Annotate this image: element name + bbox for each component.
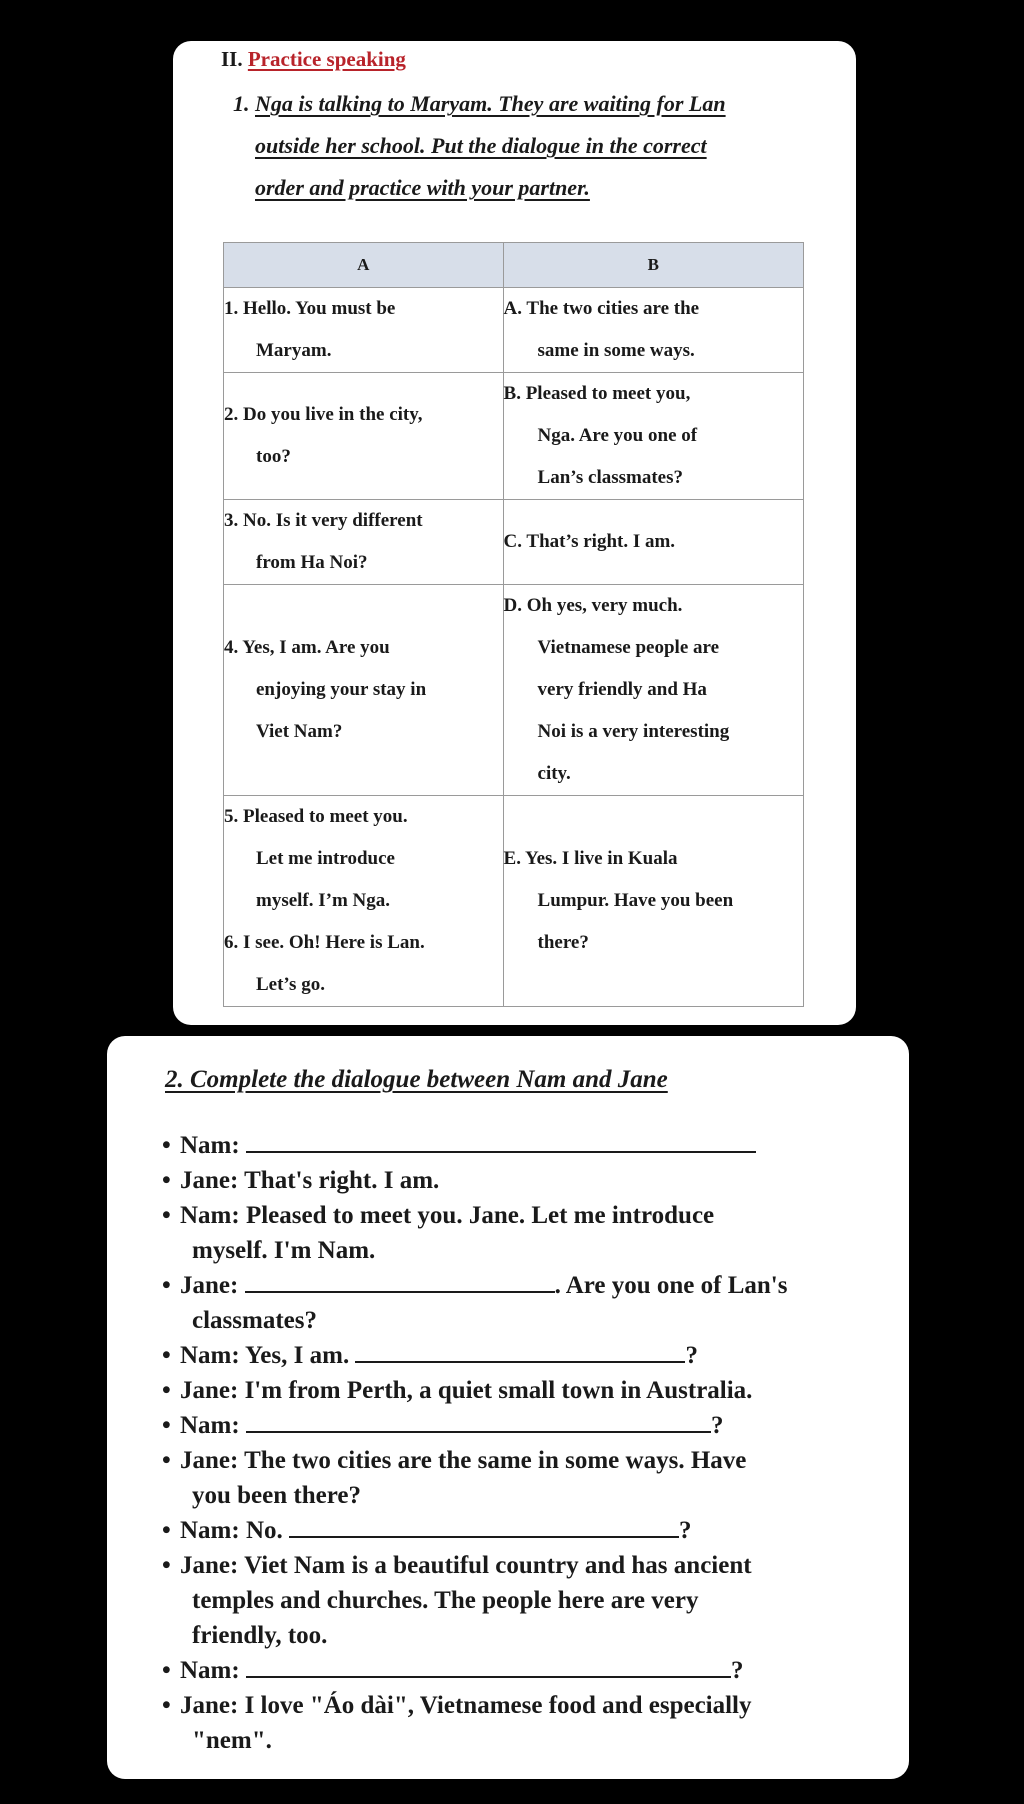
bullet: • xyxy=(162,1272,171,1299)
cell-text: B. Pleased to meet you, xyxy=(503,383,691,404)
dialogue-line xyxy=(162,1198,882,1233)
answer-blank[interactable] xyxy=(246,1409,711,1433)
instruction-number: 1. xyxy=(233,91,250,116)
cell-text: city. xyxy=(537,763,571,784)
line-continuation: you been there? xyxy=(192,1482,361,1509)
line-continuation: "nem". xyxy=(192,1727,272,1754)
bullet: • xyxy=(162,1412,171,1439)
dialogue-line xyxy=(162,1513,882,1548)
answer-blank[interactable] xyxy=(355,1339,685,1363)
line-continuation: classmates? xyxy=(192,1307,317,1334)
bullet: • xyxy=(162,1202,171,1229)
exercise-2-card xyxy=(107,1036,909,1779)
table-cell-a4 xyxy=(224,585,504,796)
cell-text: Let me introduce xyxy=(256,848,395,869)
cell-text: myself. I’m Nga. xyxy=(256,890,391,911)
table-cell-b4 xyxy=(503,585,803,796)
cell-text: 3. No. Is it very different xyxy=(224,510,423,531)
cell-text: E. Yes. I live in Kuala xyxy=(503,848,678,869)
answer-blank[interactable] xyxy=(245,1269,555,1293)
dialogue-line xyxy=(162,1688,882,1723)
cell-text: D. Oh yes, very much. xyxy=(503,595,683,616)
cell-text: Vietnamese people are xyxy=(537,637,720,658)
bullet: • xyxy=(162,1342,171,1369)
cell-text: Lan’s classmates? xyxy=(537,467,684,488)
exercise-2-title: 2. Complete the dialogue between Nam and Jane xyxy=(165,1066,668,1093)
cell-text: C. That’s right. I am. xyxy=(503,531,676,552)
cell-text: 5. Pleased to meet you. xyxy=(224,806,408,827)
cell-text: 2. Do you live in the city, xyxy=(224,404,423,425)
line-text: Jane: The two cities are the same in some ways. Have xyxy=(180,1447,747,1474)
cell-text: enjoying your stay in xyxy=(256,679,427,700)
line-text: Nam: Yes, I am. xyxy=(180,1342,350,1369)
cell-text: there? xyxy=(537,932,589,953)
bullet: • xyxy=(162,1657,171,1684)
line-text: Jane: I'm from Perth, a quiet small town in Australia. xyxy=(180,1377,753,1404)
section-title: Practice speaking xyxy=(247,47,406,71)
line-text: Nam: No. xyxy=(180,1517,283,1544)
cell-text: Nga. Are you one of xyxy=(537,425,698,446)
bullet: • xyxy=(162,1552,171,1579)
instruction xyxy=(233,83,773,209)
line-text: ? xyxy=(730,1657,744,1684)
section-heading xyxy=(221,47,406,72)
instruction-line-1: Nga is talking to Maryam. They are waiting for Lan xyxy=(255,91,726,116)
dialogue-line xyxy=(162,1128,882,1163)
cell-text: Maryam. xyxy=(256,340,332,361)
dialogue xyxy=(162,1128,882,1758)
instruction-line-2: outside her school. Put the dialogue in the correct xyxy=(255,133,707,158)
cell-text: Viet Nam? xyxy=(256,721,343,742)
dialogue-line xyxy=(162,1373,882,1408)
matching-table xyxy=(223,242,804,1007)
table-cell-a5-a6 xyxy=(224,796,504,1007)
line-text: Nam: xyxy=(180,1412,240,1439)
line-continuation: temples and churches. The people here are very xyxy=(192,1587,699,1614)
line-text: Jane: I love "Áo dài", Vietnamese food and especially xyxy=(180,1692,752,1719)
cell-text: same in some ways. xyxy=(537,340,695,361)
answer-blank[interactable] xyxy=(246,1129,756,1153)
cell-text: Lumpur. Have you been xyxy=(537,890,734,911)
cell-text: too? xyxy=(256,446,291,467)
cell-text: Noi is a very interesting xyxy=(537,721,730,742)
line-text: Nam: xyxy=(180,1132,240,1159)
instruction-line-3: order and practice with your partner. xyxy=(255,175,590,200)
table-cell-b3 xyxy=(503,500,803,585)
cell-text: from Ha Noi? xyxy=(256,552,368,573)
column-header-b: B xyxy=(503,243,803,288)
cell-text: very friendly and Ha xyxy=(537,679,707,700)
table-cell-a1 xyxy=(224,288,504,373)
table-cell-b1 xyxy=(503,288,803,373)
table-cell-b2 xyxy=(503,373,803,500)
line-continuation: friendly, too. xyxy=(192,1622,328,1649)
cell-text: 4. Yes, I am. Are you xyxy=(224,637,390,658)
table-cell-a2 xyxy=(224,373,504,500)
dialogue-line xyxy=(162,1548,882,1583)
answer-blank[interactable] xyxy=(289,1514,679,1538)
dialogue-line xyxy=(162,1268,882,1303)
line-text: . Are you one of Lan's xyxy=(554,1272,788,1299)
bullet: • xyxy=(162,1377,171,1404)
cell-text: A. The two cities are the xyxy=(503,298,700,319)
line-text: Jane: That's right. I am. xyxy=(180,1167,440,1194)
bullet: • xyxy=(162,1132,171,1159)
dialogue-line xyxy=(162,1163,882,1198)
cell-text: 6. I see. Oh! Here is Lan. xyxy=(224,932,425,953)
table-cell-b5 xyxy=(503,796,803,1007)
line-text: Jane: Viet Nam is a beautiful country and has ancient xyxy=(180,1552,752,1579)
column-header-a: A xyxy=(224,243,504,288)
dialogue-line xyxy=(162,1653,882,1688)
line-text: ? xyxy=(679,1517,692,1544)
dialogue-line xyxy=(162,1443,882,1478)
dialogue-line xyxy=(162,1408,882,1443)
answer-blank[interactable] xyxy=(246,1654,731,1678)
exercise-1-card xyxy=(173,41,856,1025)
line-text: Jane: xyxy=(180,1272,239,1299)
bullet: • xyxy=(162,1167,171,1194)
dialogue-line xyxy=(162,1338,882,1373)
line-text: Nam: xyxy=(180,1657,240,1684)
bullet: • xyxy=(162,1447,171,1474)
line-text: ? xyxy=(685,1342,698,1369)
line-text: Nam: Pleased to meet you. Jane. Let me introduce xyxy=(180,1202,715,1229)
bullet: • xyxy=(162,1517,171,1544)
cell-text: Let’s go. xyxy=(256,974,325,995)
line-text: ? xyxy=(710,1412,724,1439)
bullet: • xyxy=(162,1692,171,1719)
table-cell-a3 xyxy=(224,500,504,585)
section-number: II. xyxy=(221,47,243,71)
line-continuation: myself. I'm Nam. xyxy=(192,1237,376,1264)
cell-text: 1. Hello. You must be xyxy=(224,298,396,319)
